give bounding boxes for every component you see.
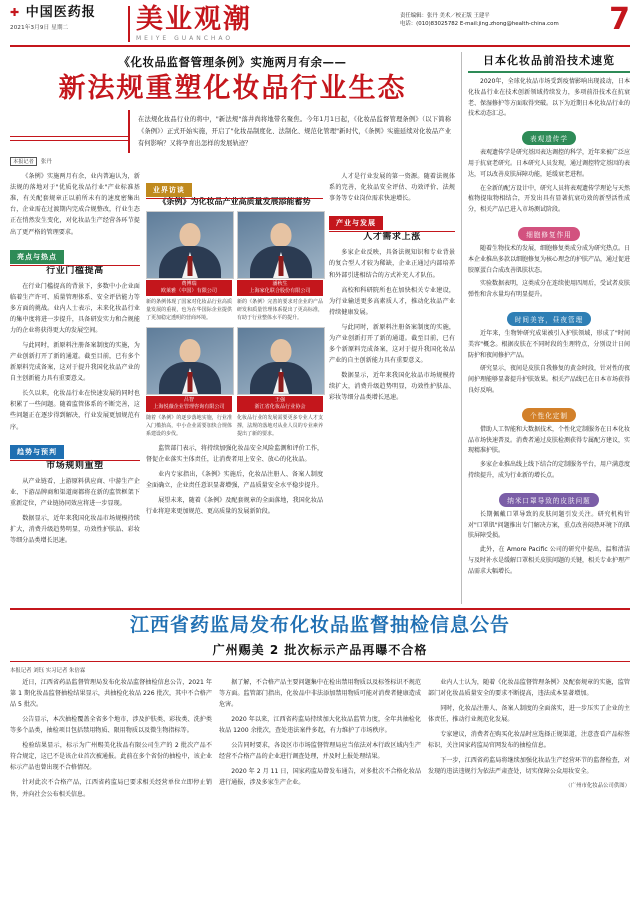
byline-name: 张丹 bbox=[40, 159, 52, 166]
paragraph: 近日，江西省药品监督管理局发布化妆品监督抽检信息公告，2021 年第 1 期化妆品监督抽检结果显示，共抽检化妆品 226 批次，其中不合格产品 5 批次。 bbox=[10, 678, 212, 708]
paragraph: 多家企业反映，具备法规知识和专业背景的复合型人才较为稀缺，企业正通过内部培养和外部引进相结合的方式补充人才队伍。 bbox=[329, 249, 456, 279]
section-label: 业界访谈 bbox=[146, 183, 192, 197]
expert-caption bbox=[146, 396, 232, 412]
section-heading: 市场规则重塑 bbox=[46, 460, 104, 471]
lower-article bbox=[10, 608, 630, 804]
sidebar-paragraph: 近年来，生物钟研究成果被引入护肤领域，形成了"时间美容"概念。根据皮肤在不同时段的生理特点，分别设计日间防护和夜间修护产品。 bbox=[468, 329, 630, 359]
expert-org: 上海家化联合股份有限公司 bbox=[249, 288, 311, 295]
sidebar-paragraph: 借助人工智能和大数据技术，个性化定制服务在日本化妆品市场快速普及。消费者通过皮肤检测获得专属配方建议，实现精准护肤。 bbox=[468, 425, 631, 455]
section-heading: 行业门槛提高 bbox=[46, 265, 104, 276]
expert-card bbox=[146, 211, 232, 322]
masthead-center bbox=[128, 6, 392, 42]
paragraph: 专家建议，消费者在购买化妆品时应选择正规渠道，注意查看产品标签标识，关注国家药监局官网发布的抽检信息。 bbox=[428, 731, 630, 750]
expert-card bbox=[237, 211, 323, 322]
paragraph: 公告同时要求，各设区市市场监督管理局应当依法对本行政区域内生产经营不合格产品的企业进行调查处理，并及时上报处理结果。 bbox=[219, 742, 421, 761]
lower-article-title: 江西省药监局发布化妆品监督抽检信息公告 bbox=[129, 614, 510, 636]
sidebar-badge: 细胞修复作用 bbox=[518, 227, 580, 241]
sidebar-paragraph: 实验数据表明，这类成分在连续使用四周后，受试者皮肤弹性和含水量均有明显提升。 bbox=[468, 280, 631, 299]
lower-column bbox=[10, 677, 212, 804]
section-ribbon-industry bbox=[329, 210, 455, 228]
headline-title: 新法规重塑化妆品行业生态 bbox=[58, 73, 407, 104]
expert-role: 吕智 bbox=[183, 396, 195, 403]
paragraph: 业内人士认为，随着《化妆品监督管理条例》及配套规章的实施，监管部门对化妆品质量安全的要求不断提高，违法成本显著增加。 bbox=[428, 678, 630, 697]
paragraph: 监管部门表示，将持续加强化妆品安全风险监测和评价工作，督促企业落实主体责任，让消费者用上安全、放心的化妆品。 bbox=[145, 444, 324, 463]
section-ribbon-highlights bbox=[10, 244, 140, 259]
sidebar-paragraph: 长期佩戴口罩导致的皮肤问题引发关注。研究机构针对"口罩肌"问题推出专门解决方案，重点改善闷热环境下的肌肤屏障受损。 bbox=[468, 510, 630, 540]
page-number: 7 bbox=[609, 2, 630, 37]
sidebar-badge: 时间美容，昼夜管理 bbox=[507, 312, 591, 326]
sidebar-badge: 纳米口罩导致的皮肤问题 bbox=[499, 493, 599, 507]
photo-credit: （广州市化妆品公司供图） bbox=[565, 783, 630, 790]
expert-org: 浙江省化妆品行业协会 bbox=[254, 403, 306, 410]
paragraph: 据了解，不合格产品主要问题集中在检出禁用物质以及标签标识不规范等方面。监管部门指出，化妆品中非法添加禁用物质可能对消费者健康造成危害。 bbox=[219, 678, 421, 708]
expert-quote: 新的条例体现了国家对化妆品行业高质量发展的重视，也为在华国际企业提供了更加稳定透明的营商环境。 bbox=[145, 298, 232, 321]
paragraph: 人才是行业发展的第一资源。随着法规体系的完善，化妆品安全评估、功效评价、法规事务等专业岗位需求快速增长。 bbox=[329, 173, 456, 203]
masthead bbox=[10, 2, 630, 47]
paragraph: 公告显示，本次抽检覆盖全省多个地市，涉及护肤类、彩妆类、洗护类等多个品类，抽检项目包括禁用物质、限用物质以及微生物指标等。 bbox=[10, 716, 212, 735]
expert-org: 欧莱雅（中国）有限公司 bbox=[160, 288, 217, 295]
headline-kicker: 《化妆品监督管理条例》实施两月有余—— bbox=[118, 55, 347, 69]
paragraph: 针对此次不合格产品，江西省药监局已要求相关经营单位立即停止销售，并向社会公布相关信息。 bbox=[10, 779, 212, 798]
paragraph: 数据显示，近年来我国化妆品市场规模持续扩大，消费升级趋势明显，功效性护肤品、彩妆等细分品类增长迅速。 bbox=[10, 514, 140, 545]
expert-card bbox=[237, 327, 323, 438]
expert-role: 王强 bbox=[274, 396, 286, 403]
column-one bbox=[10, 171, 140, 550]
masthead-credits bbox=[392, 6, 596, 29]
section-ribbon-trends bbox=[10, 439, 140, 454]
expert-caption bbox=[237, 396, 323, 412]
expert-photo bbox=[237, 327, 325, 395]
expert-quote: 随着《条例》的逐步落地实施，行业准入门槛抬高，中小企业需要加快合规体系建设的步伐。 bbox=[145, 414, 232, 437]
paragraph: 2020 年以来，江西省药监局持续加大化妆品监管力度，全年共抽检化妆品 1200 余批次，查处违法案件多起，有力维护了市场秩序。 bbox=[219, 716, 421, 735]
page-body bbox=[10, 52, 630, 604]
paragraph: 展望未来，随着《条例》及配套规章的全面落地，我国化妆品行业将迎来更加规范、更高质量的发展新阶段。 bbox=[145, 496, 324, 516]
paragraph: 检验结果显示，标示为广州赐美化妆品有限公司生产的 2 批次产品不符合规定，这已不是该企业首次被通报。此前在多个省份的抽检中，该企业标示产品也曾出现不合格情况。 bbox=[10, 742, 212, 772]
section-title: 美业观潮 bbox=[136, 4, 252, 35]
sidebar-column bbox=[462, 52, 630, 604]
paragraph: 高校和科研院所也在加快相关专业建设，为行业输送更多高素质人才，推动化妆品产业持续健康发展。 bbox=[329, 286, 456, 316]
masthead-left bbox=[10, 6, 128, 31]
issue-date: 2021年3月9日 星期二 bbox=[10, 25, 69, 32]
section-label: 亮点与热点 bbox=[10, 250, 64, 264]
expert-role: 费博瑞 bbox=[181, 281, 197, 288]
expert-photo bbox=[146, 327, 234, 395]
sidebar-paragraph: 随着生物技术的发展，细胞修复类成分成为研究热点。日本企业推出多款以细胞修复为核心理念的护肤产品，通过促进胶原蛋白合成改善肌肤状态。 bbox=[468, 244, 631, 274]
sidebar-paragraph: 此外，在 Amore Pacific 公司的研究中提出，温和清洁与及时补水是缓解口罩相关皮肤问题的关键，相关专业护理产品需求大幅增长。 bbox=[468, 546, 631, 575]
contact-line: 电话：(010)83025782 E-mail:jing.zhong@health-china.com bbox=[400, 21, 559, 28]
lower-article-byline: 本报记者 刘钰 实习记者 朱倍霖 bbox=[10, 667, 86, 674]
paragraph: 在行业门槛提高的背景下，多数中小企业面临着生产许可、质量管理体系、安全评估能力等多方面的挑战。业内人士表示，未来化妆品行业的集中度将进一步提升，具备研发实力和合规能力的企业将获得更大的发展空间。 bbox=[10, 282, 140, 334]
sidebar-paragraph: 在全新的配方设计中，研究人员将表观遗传学理论与天然植物提取物相结合，开发出具有显著抗衰功效的新型活性成分，相关产品已进入市场测试阶段。 bbox=[468, 184, 631, 214]
section-label: 趋势与预判 bbox=[10, 445, 64, 459]
paragraph: 从产业链看，上游原料供应商、中游生产企业、下游品牌商和渠道商都将在新的监管框架下重新定位，产业链协同效应将进一步显现。 bbox=[10, 477, 140, 507]
paragraph: 与此同时，新原料注册备案制度的实施，为产业创新打开了新的通道。截至目前，已有多个新原料完成备案，这对于提升我国化妆品产业的自主创新能力具有重要意义。 bbox=[329, 323, 456, 365]
expert-card bbox=[146, 327, 232, 438]
sidebar-section-label bbox=[468, 126, 630, 145]
column-three bbox=[329, 171, 455, 550]
section-label: 产业与发展 bbox=[329, 216, 383, 230]
expert-caption bbox=[237, 280, 323, 296]
paragraph: 同时，化妆品注册人、备案人制度的全面落实，进一步压实了企业的主体责任，推动行业规范化发展。 bbox=[428, 705, 630, 724]
lower-article-subtitle: 广州赐美 2 批次标示产品再曝不合格 bbox=[212, 642, 428, 657]
section-heading: 《条例》为化妆品产业高质量发展添能蓄势 bbox=[158, 197, 311, 207]
sidebar-intro: 2020年，全球化妆品市场受到疫情影响出现波动，日本化妆品行业在技术创新领域持续发力，多项前沿技术在抗衰老、保湿修护等方面取得突破。以下为近期日本化妆品行业的技术动态汇总。 bbox=[468, 78, 631, 118]
sidebar-section-label bbox=[468, 488, 630, 507]
lower-column bbox=[428, 677, 630, 804]
expert-org: 上海悦薇企业管理咨询有限公司 bbox=[153, 403, 225, 410]
expert-caption bbox=[146, 280, 232, 296]
column-two bbox=[146, 171, 323, 550]
expert-role: 潘秋生 bbox=[272, 281, 288, 288]
main-column bbox=[10, 52, 462, 604]
lower-article-columns bbox=[10, 677, 630, 804]
sidebar-paragraph: 研究显示，夜间是皮肤自我修复的黄金时段，针对性的夜间护理能够显著提升护肤效果。相关产品线已在日本市场获得良好反响。 bbox=[468, 365, 631, 394]
paragraph: 2020 年 2 月 11 日，国家药监局曾发布通告，对多批次不合格化妆品进行通报，涉及多家生产企业。 bbox=[219, 768, 421, 787]
sidebar-section-label bbox=[468, 307, 630, 326]
paragraph: 业内专家指出，《条例》实施后，化妆品注册人、备案人制度全面确立，企业责任意识显著增强，产品质量安全水平稳步提升。 bbox=[145, 470, 324, 489]
paragraph: 数据显示，近年来我国化妆品市场规模持续扩大，消费升级趋势明显，功效性护肤品、彩妆等细分品类增长迅速。 bbox=[329, 372, 456, 402]
paper-name: 中国医药报 bbox=[25, 5, 96, 20]
sidebar-badge: 表观遗传学 bbox=[522, 131, 576, 145]
section-heading: 人才需求上涨 bbox=[363, 232, 421, 243]
paragraph: 《条例》实施两月有余，业内普遍认为，新法规的落地对于"优质化妆品行业"产业标准基准，有关配套规章正以前所未有的速度密集出台，企业需在过渡期内完成合规整改，行业生态正在悄然发生变化，对化妆品生产经营各环节提出了更严格的管理要求。 bbox=[10, 173, 140, 236]
byline bbox=[10, 157, 455, 166]
paragraph: 与此同时，新原料注册备案制度的实施，为产业创新打开了新的通道。截至目前，已有多个新原料完成备案，这对于提升我国化妆品产业的自主创新能力具有重要意义。 bbox=[10, 342, 140, 383]
sidebar-paragraph: 多家企业推出线上线下结合的定制服务平台，用户满意度持续提升，成为行业新的增长点。 bbox=[468, 461, 631, 479]
expert-photo bbox=[146, 211, 234, 279]
sidebar-section-label bbox=[468, 222, 630, 241]
section-pinyin: MEIYE GUANCHAO bbox=[136, 35, 234, 42]
expert-quote: 新的《条例》完善的要求对企业的产品研发和质量管理体系提出了更高标准，有助于行业整体水平的提升。 bbox=[236, 298, 323, 321]
lead-rule bbox=[10, 136, 128, 144]
section-ribbon-interview bbox=[146, 177, 323, 195]
byline-tag: 本报记者 bbox=[10, 157, 37, 166]
paragraph: 长久以来，化妆品行业在快速发展的同时也积累了一些问题。随着监管体系的不断完善，这些问题正在逐步得到解决，行业发展更加规范有序。 bbox=[10, 390, 140, 431]
three-column-layout bbox=[10, 171, 455, 550]
sidebar-paragraph: 表观遗传学是研究基因表达调控的科学，近年来被广泛应用于抗衰老研究。日本研究人员发现，通过调控特定基因的表达，可以改善皮肤屏障功能，延缓衰老进程。 bbox=[468, 149, 631, 178]
expert-card-list bbox=[146, 211, 323, 438]
sidebar-section-label bbox=[468, 403, 630, 422]
expert-photo bbox=[237, 211, 325, 279]
paper-logo: ✚ 中国医药报 bbox=[10, 5, 96, 20]
editor-line: 责任编辑：张丹 美术／校正版 王建平 bbox=[400, 13, 490, 19]
lead-paragraph: 在法规化妆品行业的将中，"新法规"落井尚将地带名聚焦。今年1月1日起，《化妆品监督管理条例》（以下简称《条例》）正式开始实施，开启了"化妆品制度化、法制化、规范化管理"新时代，《条例》实施延续对化妆品产业有何影响？又将孕育出怎样的发展轨迹？ bbox=[128, 110, 455, 153]
lower-column bbox=[219, 677, 421, 804]
lead-row bbox=[10, 110, 455, 153]
sidebar-title: 日本化妆品前沿技术速览 bbox=[468, 52, 630, 73]
paragraph: 下一步，江西省药监局将继续加强化妆品生产经营环节的监督检查，对发现的违法违规行为依法严肃查处，切实保障公众用妆安全。 bbox=[428, 757, 630, 776]
sidebar-badge: 个性化定制 bbox=[522, 408, 576, 422]
expert-quote: 化妆品行业的发展需要更多专业人才支撑，法规的落地对从业人员的专业素养提出了新的要求。 bbox=[236, 414, 323, 437]
